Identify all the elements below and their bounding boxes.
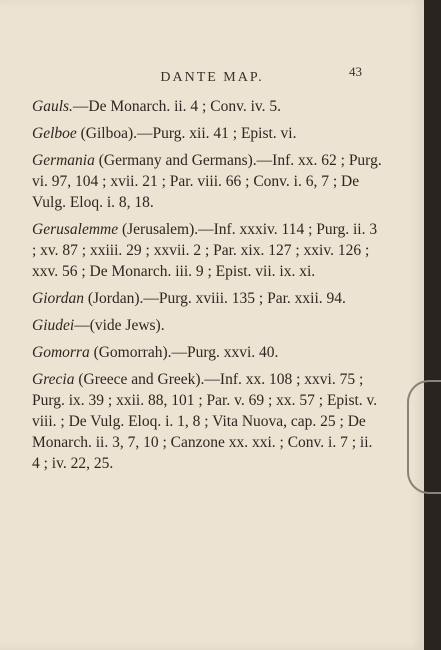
entry-head: Giudei xyxy=(32,317,75,334)
entry-head: Grecia xyxy=(32,371,75,388)
entry-text: (Gilboa).—Purg. xii. 41 ; Epist. vi. xyxy=(76,125,297,142)
bookmark-ribbon xyxy=(407,380,441,494)
entry-head: Gerusalemme xyxy=(32,221,119,238)
entry-text: (Greece and Greek).—Inf. xx. 108 ; xxvi. 75 ; Purg. ix. 39 ; xxii. 88, 101 ; Par. v. 69 ; xx. 57 ; Epist. v. viii. ; De Vulg. Eloq. i. 1, 8 ; Vita Nuova, cap. 25 ; De Monarch. ii. 3, 7, 10 ; Canzone xx. xxi. ; Conv. i. 7 ; ii. 4 ; iv. 22, 25. xyxy=(32,371,378,472)
entry-head: Gelboe xyxy=(32,125,77,142)
entry-text: (Jerusalem).—Inf. xxxiv. 114 ; Purg. ii. 3 ; xv. 87 ; xxiii. 29 ; xxvii. 2 ; Par. xix. 127 ; xxiv. 126 ; xxv. 56 ; De Monarch. iii. 9 ; Epist. vii. ix. xi. xyxy=(32,221,378,280)
entry-head: Gomorra xyxy=(32,344,90,361)
index-entry xyxy=(32,342,382,363)
entry-text: —(vide Jews). xyxy=(74,317,165,334)
index-entry xyxy=(32,150,382,213)
index-entry xyxy=(32,369,382,474)
entry-head: Giordan xyxy=(32,290,84,307)
entry-text: (Germany and Germans).—Inf. xx. 62 ; Purg. vi. 97, 104 ; xvii. 21 ; Par. viii. 66 ; Conv. i. 6, 7 ; De Vulg. Eloq. i. 8, 18. xyxy=(32,152,382,211)
entry-head: Gauls. xyxy=(32,98,73,115)
index-entry xyxy=(32,123,382,144)
running-head: DANTE MAP. xyxy=(160,70,264,85)
page-number: 43 xyxy=(349,64,362,79)
index-entry xyxy=(32,96,382,117)
index-entry xyxy=(32,288,382,309)
entry-text: (Jordan).—Purg. xviii. 135 ; Par. xxii. 94. xyxy=(83,290,346,307)
entry-head: Germania xyxy=(32,152,95,169)
index-entry xyxy=(32,315,382,336)
entry-text: —De Monarch. ii. 4 ; Conv. iv. 5. xyxy=(72,98,281,115)
index-entry xyxy=(32,219,382,282)
entry-text: (Gomorrah).—Purg. xxvi. 40. xyxy=(89,344,279,361)
index-entries xyxy=(32,96,382,480)
